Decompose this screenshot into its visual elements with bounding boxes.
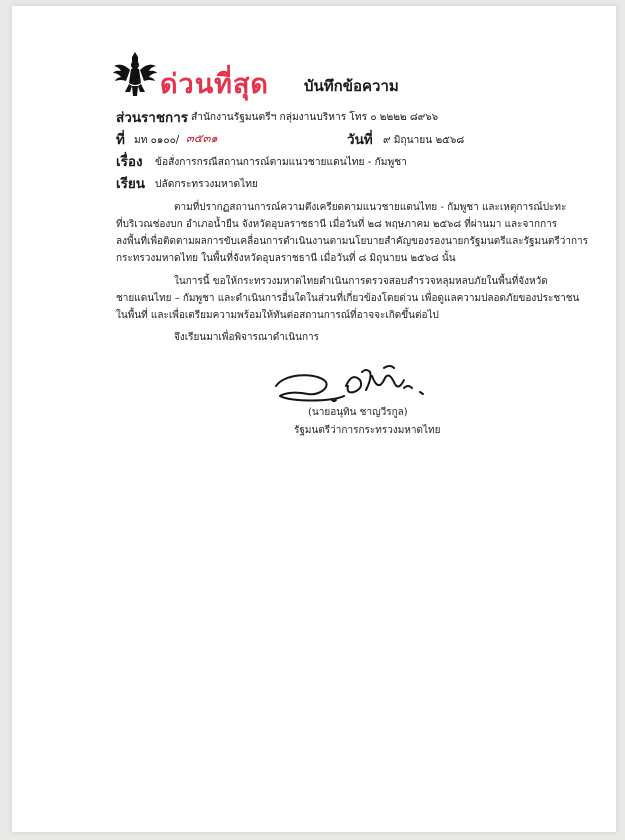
paragraph-1-line-4: กระทรวงมหาดไทย ในพื้นที่จังหวัดอุบลราชธานี เมื่อวันที่ ๘ มิถุนายน ๒๕๖๘ นั้น xyxy=(116,253,456,264)
reference-label: ที่ xyxy=(116,132,125,148)
paragraph-2-line-3: ในพื้นที่ และเพื่อเตรียมความพร้อมให้ทันต่อสถานการณ์ที่อาจจะเกิดขึ้นต่อไป xyxy=(116,310,439,321)
closing-line: จึงเรียนมาเพื่อพิจารณาดำเนินการ xyxy=(174,332,320,343)
to-label: เรียน xyxy=(116,176,146,192)
urgent-stamp: ด่วนที่สุด xyxy=(160,69,269,100)
memo-page xyxy=(12,6,616,832)
handwritten-signature-icon xyxy=(272,362,442,408)
subject-value: ข้อสั่งการกรณีสถานการณ์ตามแนวชายแดนไทย - กัมพูชา xyxy=(155,157,407,168)
to-value: ปลัดกระทรวงมหาดไทย xyxy=(155,179,258,190)
department-label: ส่วนราชการ xyxy=(116,110,189,126)
department-value: สำนักงานรัฐมนตรีฯ กลุ่มงานบริหาร โทร ๐ ๒๒๒๒ ๘๙๖๖ xyxy=(191,112,439,123)
signatory-name: (นายอนุทิน ชาญวีรกูล) xyxy=(308,407,408,418)
subject-label: เรื่อง xyxy=(116,154,143,170)
garuda-emblem-icon xyxy=(112,48,158,100)
date-value: ๙ มิถุนายน ๒๕๖๘ xyxy=(383,135,465,146)
reference-prefix: มท ๐๑๐๐/ xyxy=(134,135,180,146)
paragraph-1-line-1: ตามที่ปรากฏสถานการณ์ความตึงเครียดตามแนวชายแดนไทย - กัมพูชา และเหตุการณ์ปะทะ xyxy=(174,202,567,213)
paragraph-2-line-2: ชายแดนไทย – กัมพูชา และดำเนินการอื่นใดในส่วนที่เกี่ยวข้องโดยด่วน เพื่อดูแลความปลอดภัยของประชาชน xyxy=(116,293,580,304)
paragraph-2-line-1: ในการนี้ ขอให้กระทรวงมหาดไทยดำเนินการตรวจสอบสำรวจหลุมหลบภัยในพื้นที่จังหวัด xyxy=(174,276,548,287)
memo-title: บันทึกข้อความ xyxy=(304,77,399,95)
paragraph-1-line-3: ลงพื้นที่เพื่อติดตามผลการขับเคลื่อนการดำเนินงานตามนโยบายสำคัญของรองนายกรัฐมนตรีและรัฐมนตรีว่าการ xyxy=(116,236,589,247)
reference-number-handwritten: ๓๕๓๑ xyxy=(186,131,218,145)
paragraph-1-line-2: ที่บริเวณช่องบก อำเภอน้ำยืน จังหวัดอุบลราชธานี เมื่อวันที่ ๒๘ พฤษภาคม ๒๕๖๘ ที่ผ่านมา และจากการ xyxy=(116,219,558,230)
date-label: วันที่ xyxy=(347,132,373,148)
signatory-position: รัฐมนตรีว่าการกระทรวงมหาดไทย xyxy=(294,425,441,436)
